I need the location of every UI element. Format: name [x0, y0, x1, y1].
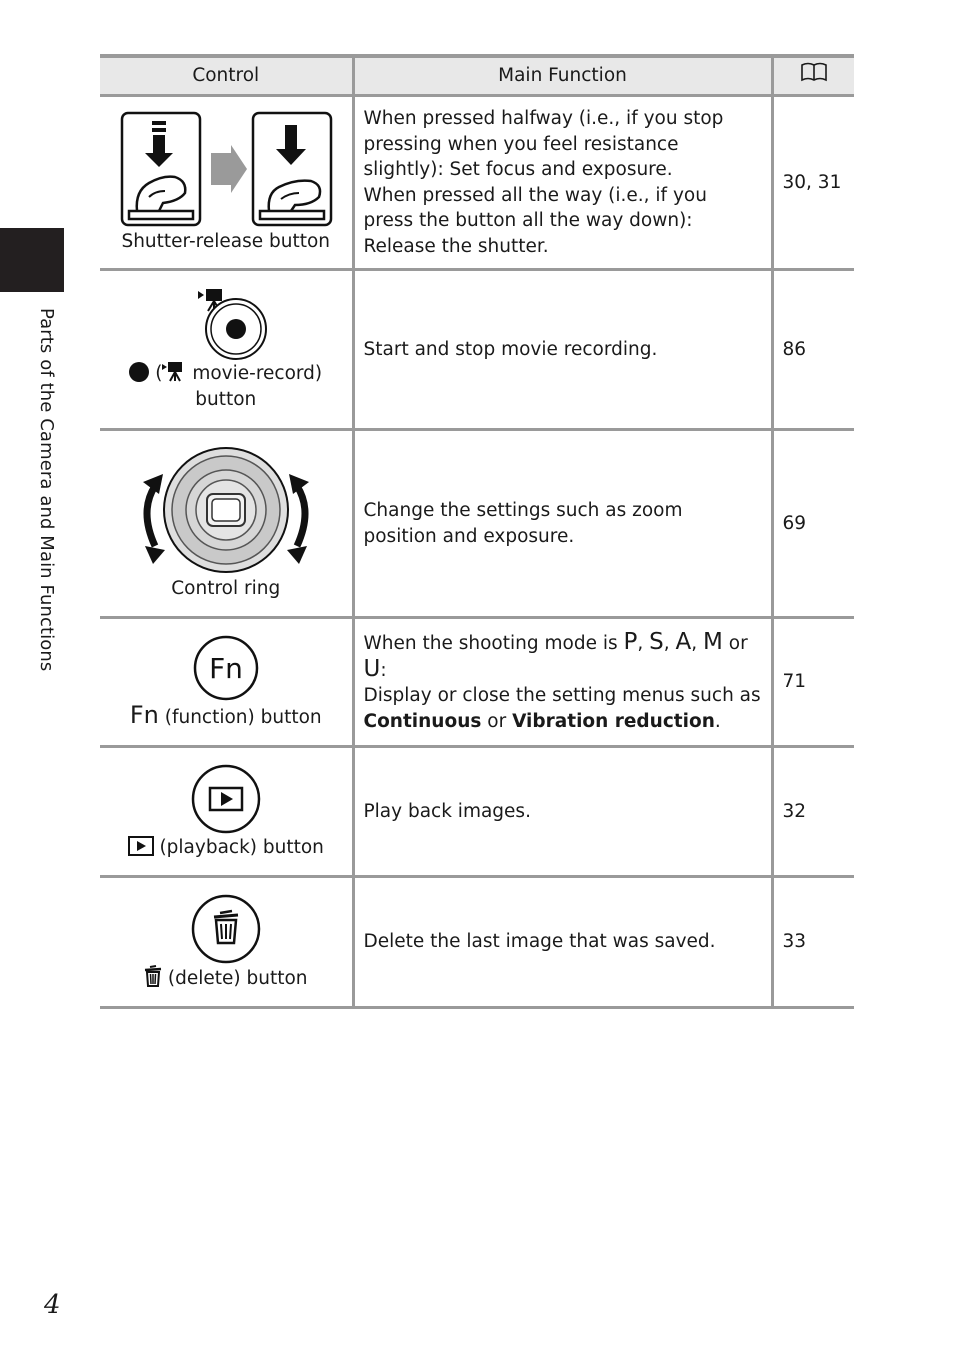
function-cell	[353, 96, 772, 270]
page-ref: 33	[772, 877, 854, 1008]
table-row	[100, 430, 854, 618]
control-caption: Shutter-release button	[121, 230, 331, 252]
colon: :	[380, 659, 387, 681]
page-ref: 71	[772, 618, 854, 747]
period: .	[714, 710, 721, 732]
table-row	[100, 96, 854, 270]
arrow-right-icon	[211, 145, 247, 193]
sep: ,	[691, 633, 704, 654]
control-caption	[109, 361, 343, 387]
sep: ,	[663, 633, 676, 654]
playback-button-illustration	[190, 763, 262, 835]
delete-button-illustration	[190, 893, 262, 965]
function-cell: Delete the last image that was saved.	[353, 877, 772, 1008]
table-row	[100, 747, 854, 877]
table-header-row	[100, 56, 854, 96]
page-ref: 30, 31	[772, 96, 854, 270]
section-tab-marker	[0, 228, 64, 292]
record-dot-icon	[226, 319, 246, 339]
function-cell: Change the settings such as zoom position and exposure.	[353, 430, 772, 618]
function-cell	[353, 618, 772, 747]
caption-part: (delete) button	[162, 967, 308, 989]
table-row	[100, 270, 854, 430]
function-text: When the shooting mode is	[363, 633, 624, 654]
record-dot-icon	[129, 362, 149, 382]
mode-a: A	[675, 629, 692, 655]
function-text: When pressed all the way (i.e., if you press the button all the way down): Release the shutter.	[363, 184, 707, 257]
sep: ,	[637, 633, 650, 654]
control-caption	[109, 965, 343, 992]
page-ref: 32	[772, 747, 854, 877]
mode-p: P	[623, 629, 638, 655]
control-cell	[100, 270, 353, 430]
playback-icon	[128, 836, 154, 856]
caption-part: (playback) button	[153, 836, 324, 858]
shutter-half-press-icon	[122, 113, 200, 225]
fn-button-illustration	[192, 634, 260, 702]
function-text: When pressed halfway (i.e., if you stop pressing when you feel resistance slightly): Set focus and exposure.	[363, 108, 724, 180]
control-cell	[100, 618, 353, 747]
movie-record-button-illustration	[176, 287, 276, 361]
mode-u: U	[363, 655, 381, 682]
caption-part: (function) button	[158, 706, 322, 728]
or-text: or	[722, 633, 748, 654]
page-ref: 86	[772, 270, 854, 430]
mode-m: M	[703, 629, 723, 655]
page-ref: 69	[772, 430, 854, 618]
caption-part: (	[155, 362, 163, 384]
function-cell: Play back images.	[353, 747, 772, 877]
function-text: Display or close the setting menus such as	[363, 685, 761, 706]
header-main-function: Main Function	[353, 56, 772, 96]
book-reference-icon	[800, 62, 828, 82]
control-caption: Control ring	[171, 577, 281, 599]
control-caption	[109, 835, 343, 861]
caption-part: movie-record)	[186, 362, 323, 384]
control-cell	[100, 747, 353, 877]
control-caption-line2: button	[195, 388, 257, 410]
section-title-vertical: Parts of the Camera and Main Functions	[36, 308, 57, 672]
bold-term: Vibration reduction	[512, 710, 715, 732]
control-cell	[100, 877, 353, 1008]
control-cell	[100, 96, 353, 270]
svg-text:Fn: Fn	[208, 651, 243, 685]
controls-table	[100, 54, 854, 1009]
table-row	[100, 618, 854, 747]
table-row	[100, 877, 854, 1008]
header-reference	[772, 56, 854, 96]
control-caption	[109, 702, 343, 731]
page-number: 4	[44, 1290, 61, 1320]
movie-camera-icon	[162, 362, 186, 382]
or-text: or	[481, 710, 513, 732]
bold-term: Continuous	[363, 710, 482, 732]
trash-icon	[144, 965, 162, 987]
function-cell: Start and stop movie recording.	[353, 270, 772, 430]
mode-s: S	[649, 629, 664, 655]
header-control: Control	[100, 56, 353, 96]
control-ring-illustration	[141, 446, 311, 576]
fn-glyph: Fn	[129, 700, 159, 729]
control-cell	[100, 430, 353, 618]
shutter-release-illustration	[119, 111, 333, 229]
shutter-full-press-icon	[253, 113, 331, 225]
